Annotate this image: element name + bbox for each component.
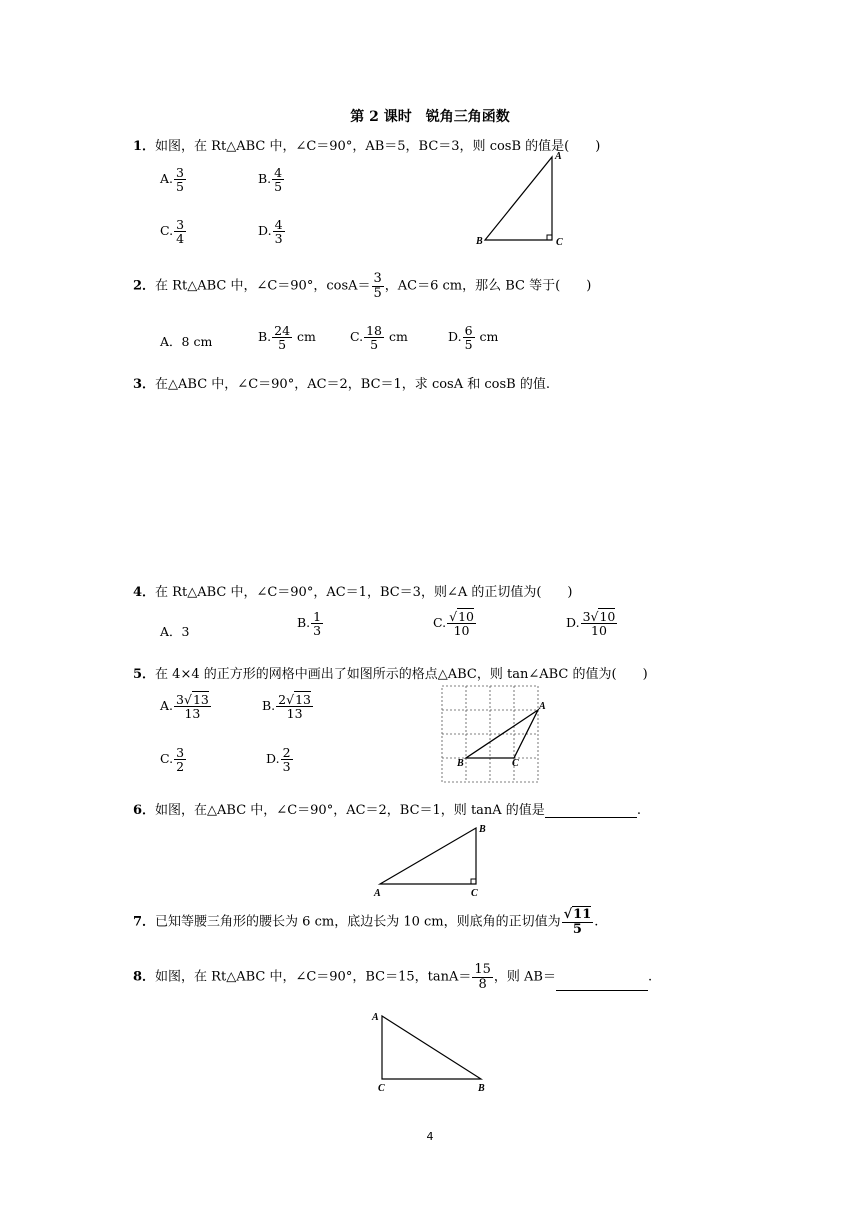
- option-b: B. $\frac{2√13}{13}$: [262, 692, 311, 722]
- option-a: A．8 cm: [160, 334, 213, 349]
- label-a: A: [372, 1012, 379, 1023]
- triangle: [380, 828, 476, 884]
- question-6: 6．如图，在△ABC 中，∠C＝90°，AC＝2，BC＝1，则 tanA 的值是 .: [133, 803, 641, 818]
- option-a: A．3: [160, 624, 190, 639]
- right-angle-mark: [471, 879, 476, 884]
- label-a: A: [555, 151, 562, 162]
- option-c: C. $\frac{18}{5}$ cm: [350, 323, 408, 353]
- option-label: C.: [160, 223, 174, 239]
- question-8: 8．如图，在 Rt△ABC 中，∠C＝90°，BC＝15，tanA＝ $\frac{15}{8}$ ，则 AB＝ .: [133, 962, 653, 992]
- triangle: [382, 1016, 481, 1079]
- fraction: $\frac{4}{3}$: [274, 217, 283, 247]
- label-c: C: [471, 888, 478, 899]
- label-b: B: [478, 1083, 485, 1094]
- option-c: C. $\frac{3}{2}$: [160, 745, 185, 775]
- q5-grid-figure: [438, 683, 548, 783]
- option-label: D.: [258, 223, 272, 239]
- label-b: B: [476, 236, 483, 247]
- question-5: 5．在 4×4 的正方形的网格中画出了如图所示的格点△ABC，则 tan∠ABC 的值为( ): [133, 667, 648, 682]
- question-2: [133, 272, 591, 300]
- question-text: 如图，在△ABC 中，∠C＝90°，AC＝2，BC＝1，则 tanA 的值是: [155, 803, 545, 818]
- option-b: B. $\frac{1}{3}$: [297, 609, 322, 639]
- label-a: A: [539, 701, 546, 712]
- right-angle-mark: [547, 235, 552, 240]
- option-label: B.: [258, 171, 272, 187]
- answer-blank[interactable]: [545, 805, 637, 818]
- label-b: B: [457, 758, 464, 769]
- page-number: 4: [426, 1130, 434, 1143]
- option-c: [160, 218, 187, 245]
- label-c: C: [556, 237, 563, 248]
- option-b: [258, 166, 285, 193]
- question-number: 2．: [133, 278, 156, 294]
- option-a: A. $\frac{3√13}{13}$: [160, 692, 209, 722]
- question-text: 在 4×4 的正方形的网格中画出了如图所示的格点△ABC，则 tan∠ABC 的值为( ): [155, 667, 648, 682]
- option-d: D. $\frac{2}{3}$: [266, 745, 291, 775]
- q1-triangle-figure: [470, 145, 580, 250]
- triangle: [485, 157, 552, 240]
- label-b: B: [479, 824, 486, 835]
- question-text-end: ，AC＝6 cm，那么 BC 等于( ): [384, 278, 592, 294]
- question-7: 7．已知等腰三角形的腰长为 6 cm，底边长为 10 cm，则底角的正切值为 $\frac{√11}{5}$ .: [133, 907, 599, 937]
- q8-triangle-figure: [368, 1006, 498, 1098]
- fraction: $\frac{4}{5}$: [274, 165, 283, 195]
- label-a: A: [374, 888, 381, 899]
- option-a: [160, 166, 187, 193]
- question-text: 在 Rt△ABC 中，∠C＝90°，AC＝1，BC＝3，则∠A 的正切值为( ): [155, 585, 573, 600]
- option-d: D. $\frac{6}{5}$ cm: [448, 323, 499, 353]
- option-d: [258, 218, 286, 245]
- q6-triangle-figure: [370, 820, 495, 902]
- page-title: 第 2 课时 锐角三角函数: [350, 109, 510, 125]
- question-text: 如图，在 Rt△ABC 中，∠C＝90°，BC＝15，tanA＝: [155, 969, 472, 985]
- fraction: $\frac{3}{5}$: [176, 165, 184, 195]
- question-number: 1．: [133, 139, 156, 154]
- question-text: 在 Rt△ABC 中，∠C＝90°，cosA＝: [155, 278, 371, 294]
- fraction: $\frac{3}{4}$: [176, 217, 185, 247]
- option-d: D. $\frac{3√10}{10}$: [566, 609, 616, 639]
- question-text: 已知等腰三角形的腰长为 6 cm，底边长为 10 cm，则底角的正切值为: [155, 914, 561, 930]
- option-b: B. $\frac{24}{5}$ cm: [258, 323, 316, 353]
- fraction: $\frac{3}{5}$: [373, 271, 382, 301]
- question-text: 如图，在 Rt△ABC 中，∠C＝90°，AB＝5，BC＝3，则 cosB 的值是( ): [155, 139, 601, 154]
- option-label: A.: [160, 171, 174, 187]
- question-4: 4．在 Rt△ABC 中，∠C＝90°，AC＝1，BC＝3，则∠A 的正切值为( ): [133, 585, 573, 600]
- answer-blank[interactable]: [556, 978, 648, 991]
- label-c: C: [512, 758, 519, 769]
- option-c: C. $\frac{√10}{10}$: [433, 609, 474, 639]
- question-text: 在△ABC 中，∠C＝90°，AC＝2，BC＝1，求 cosA 和 cosB 的值.: [155, 377, 550, 392]
- question-3: 3．在△ABC 中，∠C＝90°，AC＝2，BC＝1，求 cosA 和 cosB 的值.: [133, 377, 550, 392]
- label-c: C: [378, 1083, 385, 1094]
- answer-fraction: $\frac{√11}{5}$: [563, 907, 592, 937]
